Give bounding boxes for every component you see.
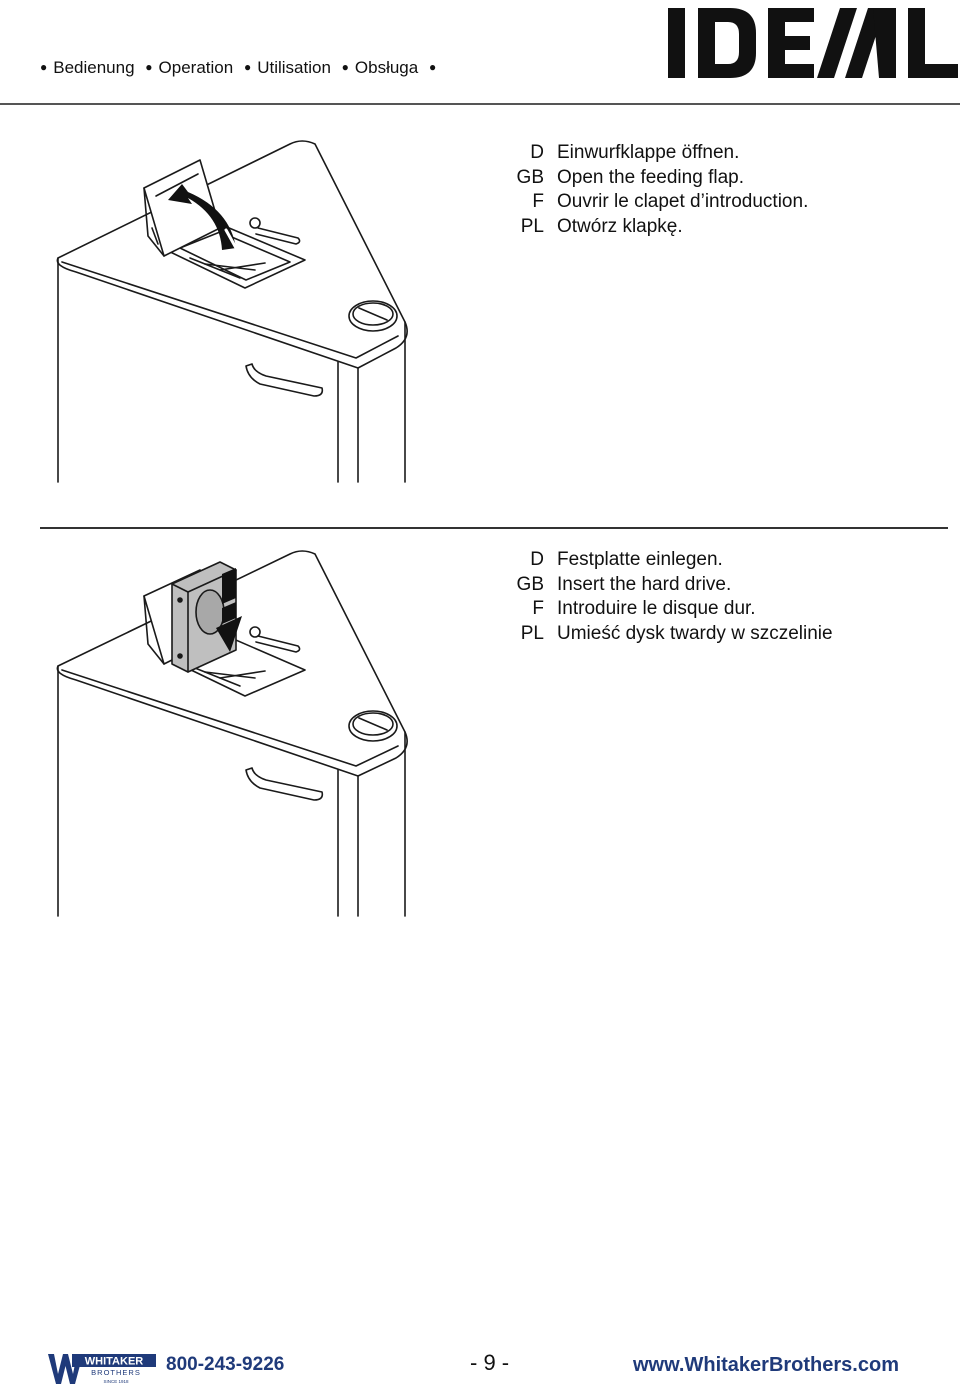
- language-code: F: [532, 598, 544, 619]
- nav-item-en: Operation: [158, 58, 234, 77]
- nav-item-pl: Obsługa: [354, 58, 419, 77]
- footer-phone: 800-243-9226: [166, 1354, 285, 1375]
- bullet-icon: ●: [428, 60, 437, 74]
- bullet-icon: ●: [40, 60, 48, 74]
- instruction-text: Insert the hard drive.: [557, 573, 732, 595]
- footer-brand-since: SINCE 1918: [103, 1379, 129, 1384]
- nav-item-de: Bedienung: [53, 58, 135, 77]
- language-code: PL: [520, 215, 544, 237]
- page-number: - 9 -: [470, 1350, 510, 1375]
- shredder-open-flap-illustration: [40, 110, 460, 485]
- instruction-text: Otwórz klapkę.: [557, 215, 683, 237]
- step-2-instructions: [500, 548, 833, 646]
- instruction-text: Ouvrir le clapet d’introduction.: [557, 191, 809, 212]
- instruction-text: Open the feeding flap.: [557, 166, 744, 188]
- header-divider: [0, 103, 960, 105]
- language-code: D: [530, 142, 544, 163]
- bullet-icon: ●: [341, 60, 349, 74]
- header-nav: [40, 58, 442, 78]
- instruction-line: [500, 573, 833, 598]
- language-code: D: [530, 549, 544, 570]
- instruction-text: Introduire le disque dur.: [557, 598, 756, 619]
- ideal-logo: [668, 8, 958, 78]
- instruction-text: Einwurfklappe öffnen.: [557, 142, 740, 163]
- instruction-line: [500, 597, 833, 622]
- instruction-text: Umieść dysk twardy w szczelinie: [557, 622, 833, 644]
- instruction-line: [500, 141, 808, 166]
- bullet-icon: ●: [243, 60, 252, 74]
- instruction-line: [500, 166, 808, 191]
- footer-brand-sub: BROTHERS: [91, 1368, 141, 1377]
- footer-brand: WHITAKER: [84, 1355, 144, 1368]
- instruction-text: Festplatte einlegen.: [557, 549, 723, 570]
- section-divider: [40, 527, 948, 529]
- footer-website-link[interactable]: www.WhitakerBrothers.com: [633, 1354, 899, 1376]
- shredder-insert-drive-illustration: [40, 540, 460, 920]
- language-code: GB: [516, 166, 544, 188]
- whitaker-brothers-logo: [48, 1352, 158, 1386]
- nav-item-fr: Utilisation: [257, 58, 331, 77]
- instruction-line: [500, 190, 808, 215]
- instruction-line: [500, 548, 833, 573]
- instruction-line: [500, 622, 833, 647]
- language-code: F: [532, 191, 544, 212]
- bullet-icon: ●: [145, 60, 153, 74]
- instruction-line: [500, 215, 808, 240]
- step-1-instructions: [500, 141, 808, 239]
- language-code: GB: [516, 573, 544, 595]
- language-code: PL: [520, 622, 544, 644]
